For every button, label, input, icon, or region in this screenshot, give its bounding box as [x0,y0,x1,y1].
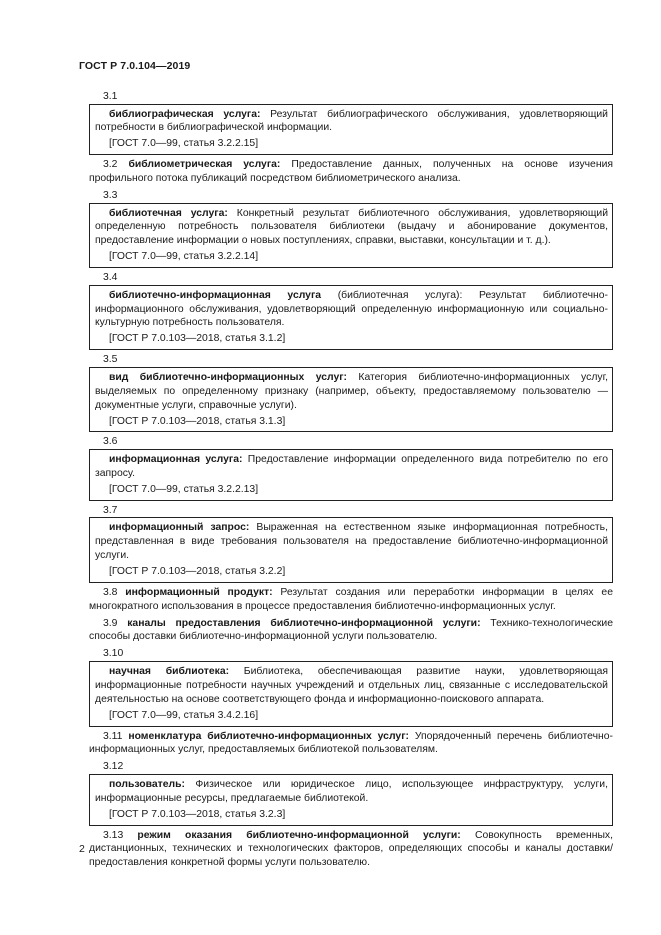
definition: (библиотечная услуга): Результат библиотечно-информационного обслуживания, удовлетворяющий определенную информационную или социально-культурную потребность пользователя. [95,289,608,329]
entry-number: 3.5 [103,354,118,366]
term: каналы предоставления библиотечно-информационной услуги: [127,617,481,629]
source-reference: [ГОСТ Р 7.0.103—2018, статья 3.2.2] [109,565,286,577]
term: информационная услуга: [109,453,243,465]
definition: Предоставление данных, полученных на основе изучения профильного потока публикаций посредством библиометрического анализа. [89,159,613,185]
definition: Упорядоченный перечень библиотечно-информационных услуг, предоставляемых библиотекой пользователям. [89,730,613,756]
definition-text [95,207,608,249]
definition: Совокупность временных, дистанционных, технических и технологических факторов, определяющих способы и каналы доставки/предоставления конкретной формы услуги пользователю. [89,829,613,869]
quoted-definition-box [89,104,613,156]
definition: Физическое или юридическое лицо, использующее инфраструктуру, услуги, информационные ресурсы, предлагаемые библиотекой. [95,778,608,804]
definition: Технико-технологические способы доставки библиотечно-информационной услуги пользователю. [89,617,614,643]
entry-number: 3.2 [103,159,118,171]
definition-paragraph [89,829,613,871]
definition-paragraph [89,158,613,186]
definition: Библиотека, обеспечивающая развитие науки, удовлетворяющая информационные потребности научных учреждений и отдельных лиц, связанные с исследовательской деятельностью на основе соответствующего фонда и информационно-поискового аппарата. [95,665,609,705]
source-reference: [ГОСТ Р 7.0.103—2018, статья 3.1.2] [109,333,286,345]
quoted-definition-box [89,449,613,501]
source-reference: [ГОСТ Р 7.0.103—2018, статья 3.2.3] [109,808,286,820]
definition: Категория библиотечно-информационных услуг, выделяемых по определенному признаку (например, объекту, предоставляемому пользователю — документные услуги, справочные услуги). [95,371,608,411]
term: информационный запрос: [109,522,250,534]
quoted-definition-box [89,203,613,269]
entry-number: 3.4 [103,272,118,284]
entry-number: 3.8 [103,586,118,598]
term: библиографическая услуга: [109,108,261,120]
term: научная библиотека: [109,665,230,677]
definition-paragraph [89,586,613,614]
term: вид библиотечно-информационных услуг: [109,371,348,383]
term: библиотечная услуга: [109,207,228,219]
quoted-definition-box [89,367,613,433]
source-reference: [ГОСТ 7.0—99, статья 3.4.2.16] [109,709,259,721]
definition-paragraph [89,617,613,645]
definition: Результат библиографического обслуживания, удовлетворяющий потребности в библиографической информации. [95,108,608,134]
term: библиометрическая услуга: [128,159,281,171]
term: информационный продукт: [125,586,273,598]
quoted-definition-box [89,661,613,727]
term: библиотечно-информационная услуга [109,289,322,301]
definition-paragraph [89,730,613,758]
definition: Предоставление информации определенного вида потребителю по его запросу. [95,453,608,479]
definition-text [95,521,608,563]
entry-number: 3.11 [103,730,123,742]
entry-number: 3.6 [103,436,118,448]
entry-number: 3.13 [103,829,124,841]
term: пользователь: [109,778,185,790]
entry-number: 3.12 [103,761,124,773]
definition-text [95,371,608,413]
page-header: ГОСТ Р 7.0.104—2019 [79,60,191,72]
source-reference: [ГОСТ 7.0—99, статья 3.2.2.15] [109,138,259,150]
definition-text [95,665,608,707]
terms-section [89,90,613,873]
page-number: 2 [79,843,85,855]
definition: Конкретный результат библиотечного обслуживания, удовлетворяющий определенную потребность пользователя библиотеки (выдачу и абонирование документов, предоставление информации о новых поступлениях, справки, выставки, консультации и т. д.). [95,207,608,247]
entry-number: 3.1 [103,91,118,102]
entry-number: 3.3 [103,190,118,202]
source-reference: [ГОСТ Р 7.0.103—2018, статья 3.1.3] [109,415,286,427]
entry-number: 3.7 [103,504,118,516]
term: режим оказания библиотечно-информационной услуги: [137,829,461,841]
entry-number: 3.9 [103,617,118,629]
definition-text [95,453,608,481]
definition: Результат создания или переработки информации в целях ее многократного использования в процессе предоставления библиотечно-информационных услуг. [89,586,613,612]
quoted-definition-box [89,517,613,583]
definition-text [95,108,608,136]
term: номенклатура библиотечно-информационных услуг: [128,730,409,742]
source-reference: [ГОСТ 7.0—99, статья 3.2.2.14] [109,251,259,263]
definition-text [95,289,608,331]
source-reference: [ГОСТ 7.0—99, статья 3.2.2.13] [109,483,259,495]
entry-number: 3.10 [103,648,124,660]
definition: Выраженная на естественном языке информационная потребность, представленная в виде требования пользователя на предоставление библиотечно-информационной услуги. [95,522,608,561]
quoted-definition-box [89,774,613,826]
quoted-definition-box [89,285,613,351]
definition-text [95,778,608,806]
